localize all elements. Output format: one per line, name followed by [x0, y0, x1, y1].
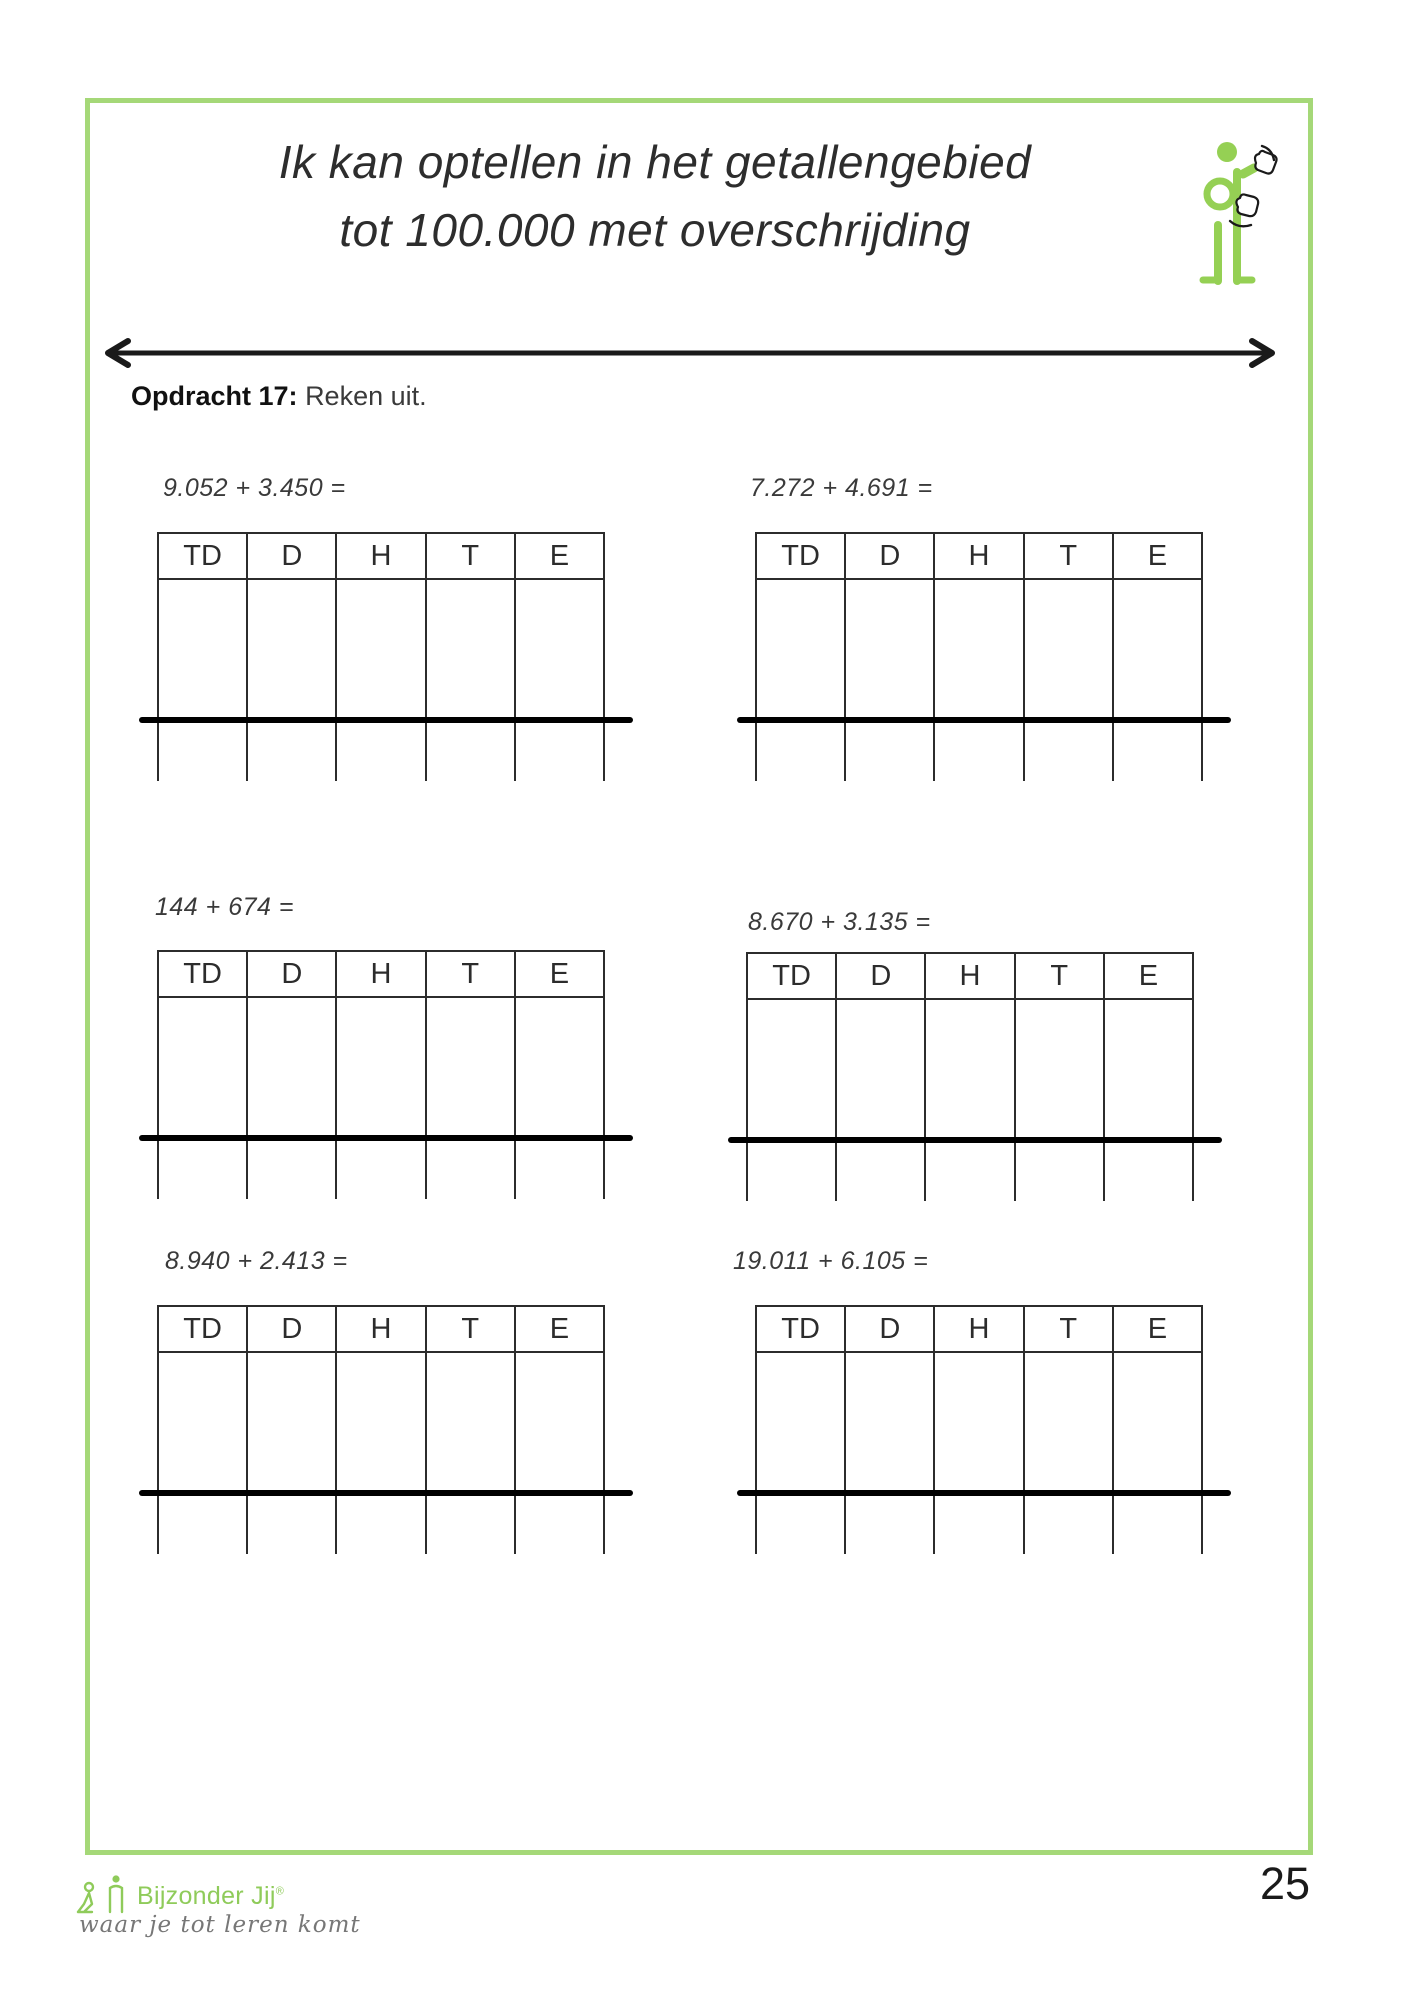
work-cell [924, 1000, 1013, 1137]
problem-4-expression: 8.670 + 3.135 = [748, 908, 931, 936]
col-header-t: T [1023, 534, 1112, 578]
result-cell [157, 723, 246, 781]
table-work-row [157, 580, 605, 717]
work-cell [755, 1353, 844, 1490]
table-header-row [157, 1305, 605, 1353]
col-header-td: TD [183, 957, 222, 990]
col-header-t: T [425, 1307, 514, 1351]
work-cell [425, 580, 514, 717]
result-cell [425, 723, 514, 781]
table-result-row [157, 1141, 605, 1199]
work-cell [425, 998, 514, 1135]
problem-5-expression: 8.940 + 2.413 = [165, 1247, 348, 1275]
registered-mark: ® [275, 1885, 285, 1898]
result-cell [1014, 1143, 1103, 1201]
table-header-row [755, 1305, 1203, 1353]
result-cell [157, 1496, 246, 1554]
work-cell [1103, 1000, 1194, 1137]
result-cell [844, 1496, 933, 1554]
problem-3-table [157, 950, 605, 1199]
work-cell [1023, 580, 1112, 717]
page-title-line1: Ik kan optellen in het getallengebied [278, 136, 1032, 188]
col-header-e: E [514, 952, 603, 996]
result-cell [835, 1143, 924, 1201]
table-result-row [755, 1496, 1203, 1554]
col-header-e: E [1112, 1307, 1201, 1351]
col-header-e: E [514, 534, 603, 578]
work-cell [1014, 1000, 1103, 1137]
table-header-row [157, 532, 605, 580]
col-header-h: H [933, 1307, 1022, 1351]
page-title [90, 128, 1220, 264]
work-cell [335, 1353, 424, 1490]
col-header-d: D [844, 534, 933, 578]
work-cell [335, 998, 424, 1135]
result-cell [755, 723, 844, 781]
problem-4-table [746, 952, 1194, 1201]
result-cell [425, 1141, 514, 1199]
work-cell [1112, 1353, 1203, 1490]
col-header-t: T [425, 534, 514, 578]
col-header-td: TD [183, 1312, 222, 1345]
work-cell [157, 1353, 246, 1490]
result-cell [335, 723, 424, 781]
table-result-row [157, 1496, 605, 1554]
table-work-row [157, 998, 605, 1135]
task-line [131, 381, 427, 412]
result-cell [746, 1143, 835, 1201]
col-header-td: TD [781, 1312, 820, 1345]
col-header-t: T [425, 952, 514, 996]
col-header-e: E [514, 1307, 603, 1351]
logo-tagline: waar je tot leren komt [79, 1912, 361, 1938]
col-header-h: H [335, 952, 424, 996]
work-cell [844, 1353, 933, 1490]
work-cell [514, 1353, 605, 1490]
col-header-d: D [835, 954, 924, 998]
col-header-e: E [1112, 534, 1201, 578]
col-header-d: D [246, 534, 335, 578]
table-result-row [746, 1143, 1194, 1201]
col-header-h: H [335, 1307, 424, 1351]
col-header-d: D [246, 952, 335, 996]
logo-wordmark [137, 1882, 284, 1911]
result-cell [1112, 1496, 1203, 1554]
col-header-td: TD [772, 959, 811, 992]
result-cell [157, 1141, 246, 1199]
logo-text: Bijzonder Jij [137, 1882, 276, 1910]
work-cell [246, 998, 335, 1135]
work-cell [514, 998, 605, 1135]
table-work-row [746, 1000, 1194, 1137]
work-cell [335, 580, 424, 717]
page-title-line2: tot 100.000 met overschrijding [339, 204, 971, 256]
result-cell [755, 1496, 844, 1554]
result-cell [844, 723, 933, 781]
problem-5-table [157, 1305, 605, 1554]
table-result-row [755, 723, 1203, 781]
col-header-h: H [933, 534, 1022, 578]
table-work-row [157, 1353, 605, 1490]
work-cell [933, 1353, 1022, 1490]
work-cell [514, 580, 605, 717]
work-cell [844, 580, 933, 717]
result-cell [246, 1141, 335, 1199]
work-cell [157, 580, 246, 717]
col-header-t: T [1014, 954, 1103, 998]
work-cell [246, 580, 335, 717]
work-cell [933, 580, 1022, 717]
work-cell [425, 1353, 514, 1490]
col-header-h: H [335, 534, 424, 578]
table-header-row [746, 952, 1194, 1000]
table-work-row [755, 1353, 1203, 1490]
result-cell [514, 1496, 605, 1554]
problem-6-table [755, 1305, 1203, 1554]
result-cell [246, 1496, 335, 1554]
task-instruction: Reken uit. [305, 381, 427, 411]
table-header-row [755, 532, 1203, 580]
result-cell [335, 1496, 424, 1554]
problem-1-expression: 9.052 + 3.450 = [163, 474, 346, 502]
work-cell [1023, 1353, 1112, 1490]
problem-1-table [157, 532, 605, 781]
problem-2-table [755, 532, 1203, 781]
col-header-t: T [1023, 1307, 1112, 1351]
table-header-row [157, 950, 605, 998]
result-cell [1103, 1143, 1194, 1201]
work-cell [835, 1000, 924, 1137]
col-header-d: D [246, 1307, 335, 1351]
problem-6-expression: 19.011 + 6.105 = [733, 1247, 929, 1275]
result-cell [425, 1496, 514, 1554]
thumbs-up-stick-figure-icon [1190, 133, 1290, 303]
col-header-d: D [844, 1307, 933, 1351]
col-header-e: E [1103, 954, 1192, 998]
table-work-row [755, 580, 1203, 717]
task-label: Opdracht 17: [131, 381, 298, 411]
col-header-h: H [924, 954, 1013, 998]
result-cell [335, 1141, 424, 1199]
col-header-td: TD [183, 539, 222, 572]
problem-3-expression: 144 + 674 = [155, 893, 294, 921]
work-cell [755, 580, 844, 717]
table-result-row [157, 723, 605, 781]
work-cell [246, 1353, 335, 1490]
col-header-td: TD [781, 539, 820, 572]
result-cell [1112, 723, 1203, 781]
work-cell [157, 998, 246, 1135]
work-cell [1112, 580, 1203, 717]
result-cell [933, 723, 1022, 781]
result-cell [514, 1141, 605, 1199]
page-number: 25 [1260, 1858, 1311, 1909]
result-cell [514, 723, 605, 781]
result-cell [924, 1143, 1013, 1201]
problem-2-expression: 7.272 + 4.691 = [750, 474, 933, 502]
result-cell [1023, 723, 1112, 781]
result-cell [246, 723, 335, 781]
work-cell [746, 1000, 835, 1137]
result-cell [1023, 1496, 1112, 1554]
result-cell [933, 1496, 1022, 1554]
double-arrow-line [100, 335, 1280, 371]
